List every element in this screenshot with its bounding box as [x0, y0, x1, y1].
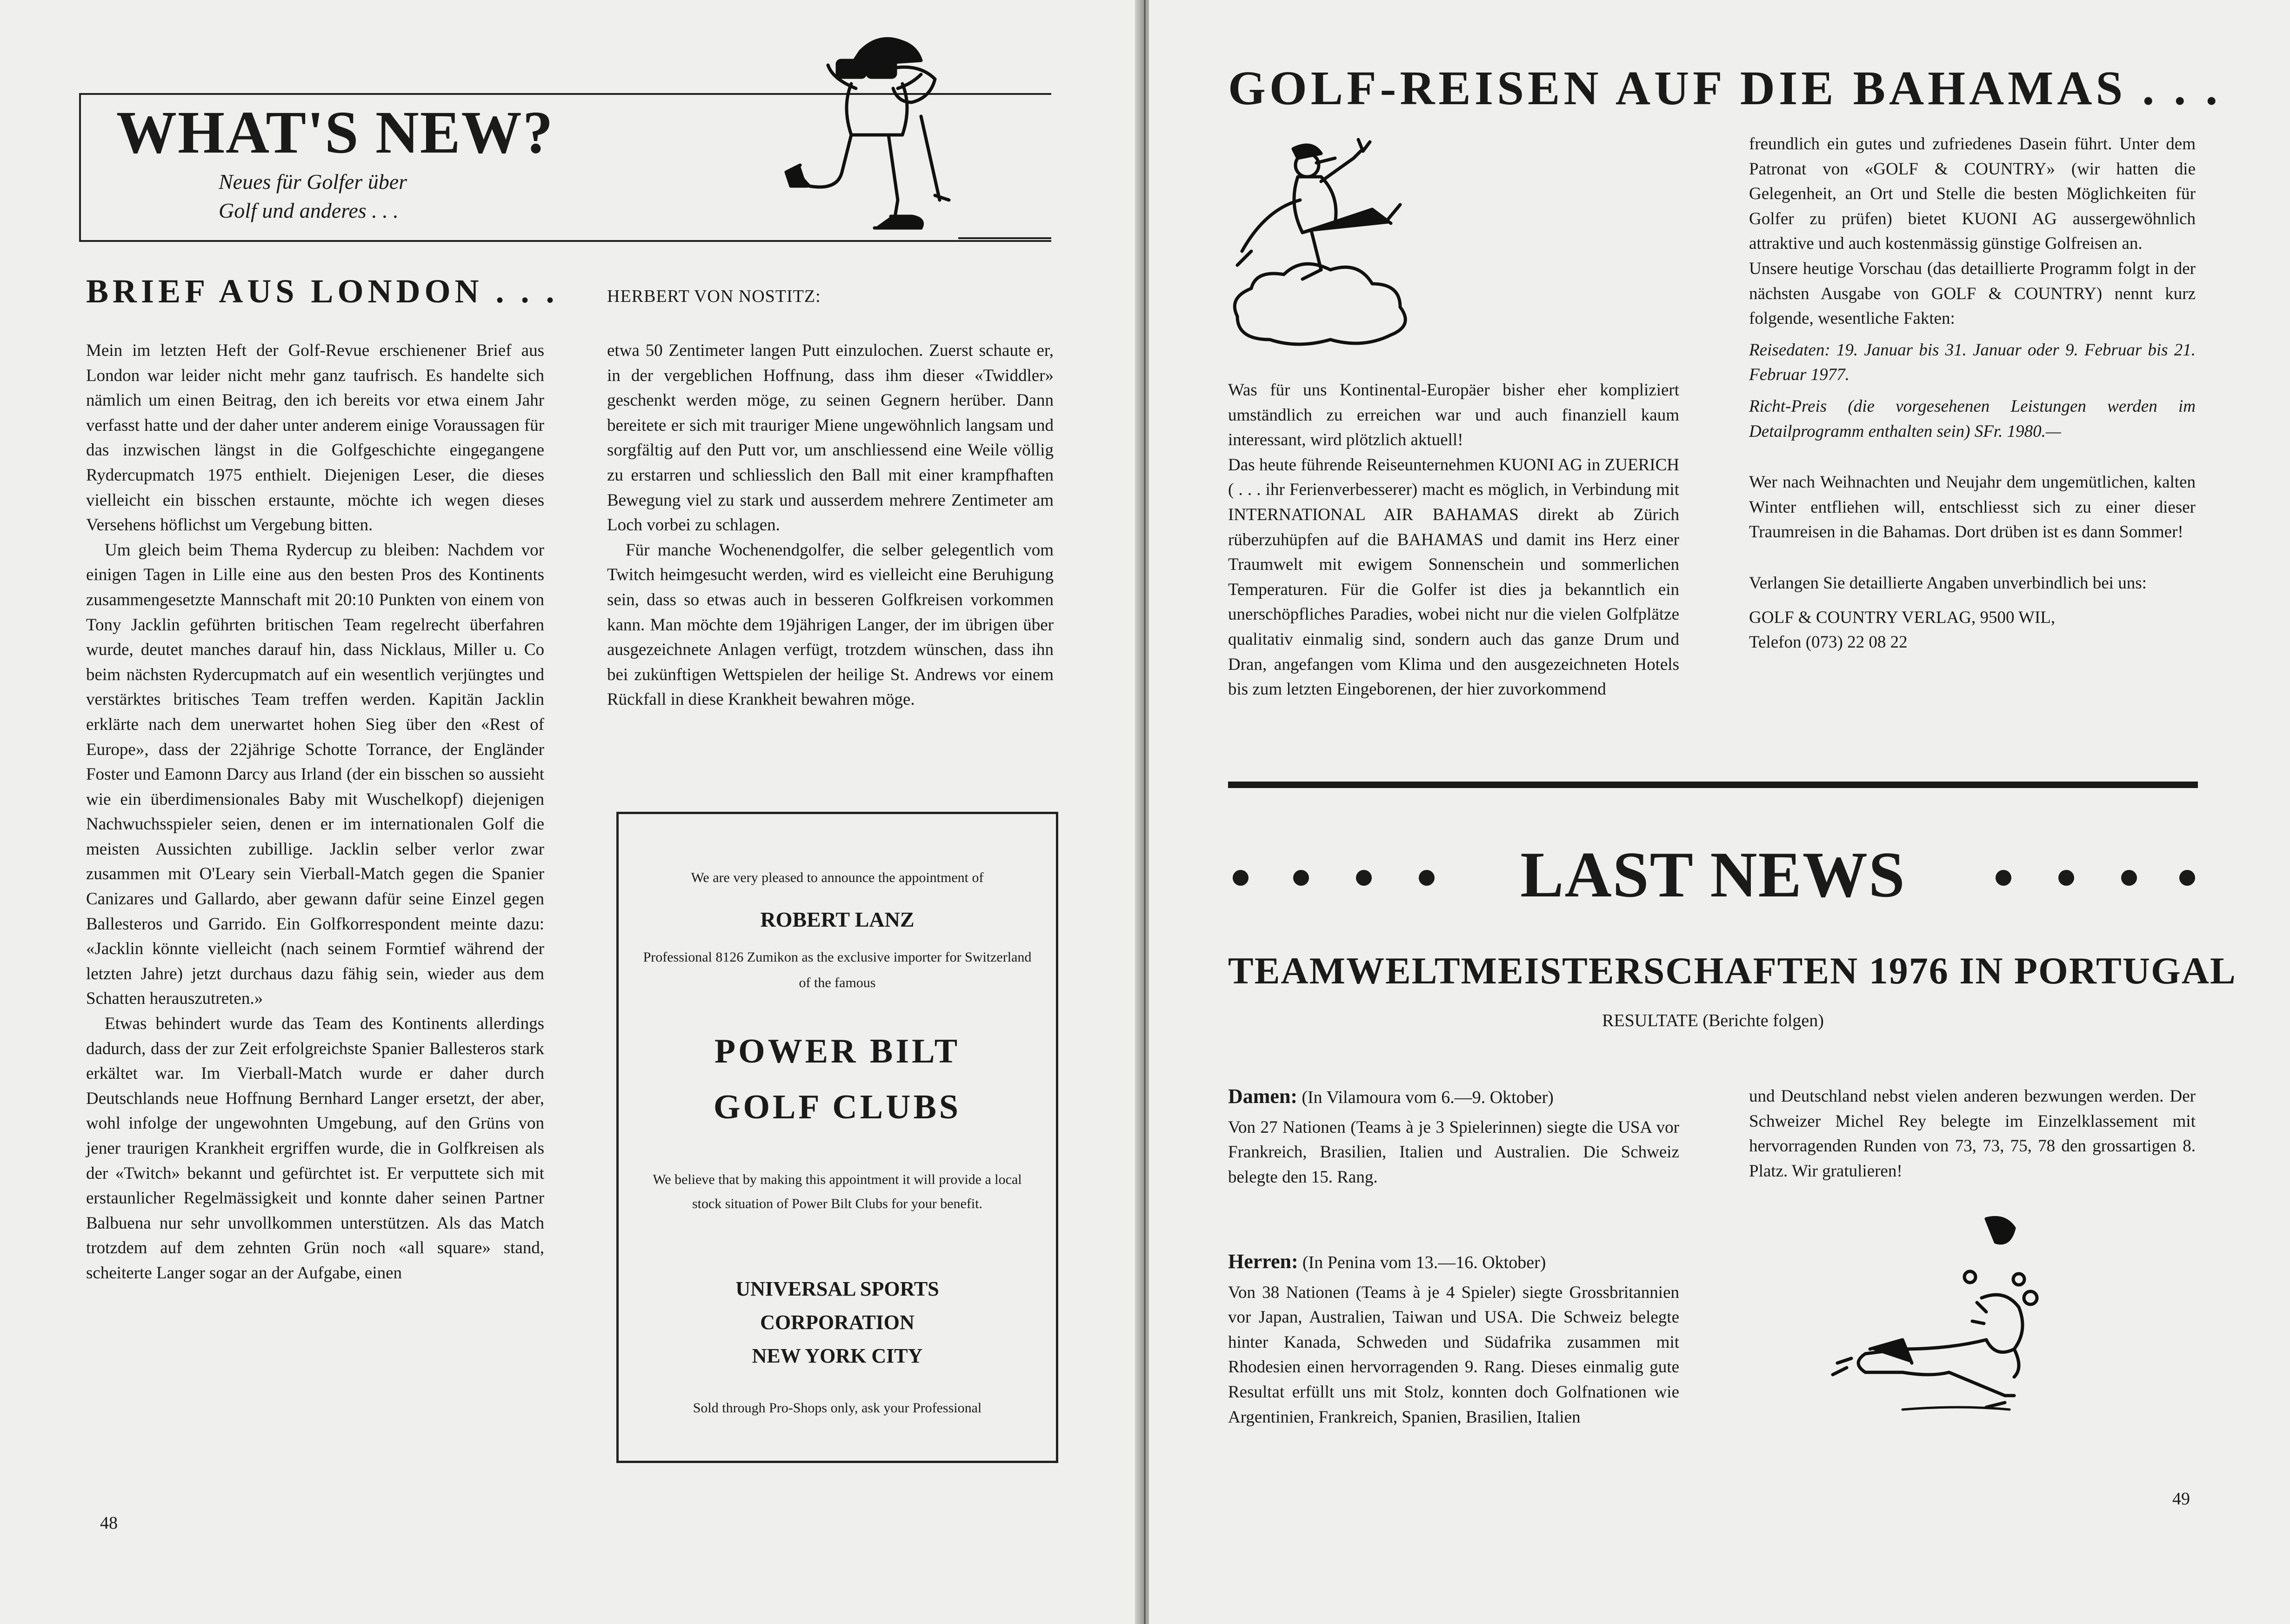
- ad-belief: We believe that by making this appointment it will provide a local stock situation of Power Bilt Clubs for your benefit.: [653, 1172, 1022, 1211]
- whats-new-title: WHAT'S NEW?: [116, 99, 554, 166]
- bullet-dot: [2179, 870, 2195, 886]
- contact-intro: Verlangen Sie detaillierte Angaben unverbindlich bei uns:: [1749, 573, 2147, 593]
- ad-footer: Sold through Pro-Shops only, ask your Professional: [693, 1400, 982, 1416]
- results-continued: [1749, 1084, 2196, 1183]
- ad-intro: We are very pleased to announce the appointment of: [691, 870, 984, 885]
- bahamas-paragraph: Unsere heutige Vorschau (das detaillierte Programm folgt in der nächsten Ausgabe von GOLF & COUNTRY) nennt kurz folgende, wesentliche Fakten:: [1749, 259, 2196, 328]
- ad-name: ROBERT LANZ: [760, 908, 915, 931]
- power-bilt-advertisement: [616, 812, 1058, 1463]
- contact-line: Telefon (073) 22 08 22: [1749, 633, 1908, 652]
- travel-price: Richt-Preis (die vorgesehenen Leistungen werden im Detailprogramm enthalten sein) SFr. 1980.—: [1749, 396, 2196, 441]
- bahamas-paragraph: Das heute führende Reiseunternehmen KUONI AG in ZUERICH ( . . . ihr Ferienverbesserer) macht es möglich, in Verbindung mit INTERNATIONAL AIR BAHAMAS direkt ab Zürich rüberzuhüpfen auf die BAHAMAS und damit ins Herz einer Traumwelt mit ewigem Sonnenschein und sommerlichen Temperaturen. Für die Golfer ist dies ja bekanntlich ein unerschöpfliches Paradies, wobei nicht nur die vielen Golfplätze qualitativ einmalig sind, sondern auch das ganze Drum und Dran, angefangen vom Klima und den ausgezeichneten Hotels bis zum letzten Eingeborenen, der hier zuvorkommend: [1228, 455, 1679, 699]
- article-paragraph: etwa 50 Zentimeter langen Putt einzulochen. Zuerst schaute er, in der vergeblichen Hoffnung, dass ihm dieser «Twiddler» geschenkt werden möge, zu seinen Gegnern herüber. Dann bereitete er sich mit trauriger Miene ungewöhnlich langsam und sorgfältig auf den Putt vor, um anschliessend eine Weile völlig zu erstarren und schliesslich den Ball mit einer krampfhaften Bewegung viel zu stark und ausserdem mehrere Zentimeter am Loch vorbei zu schlagen.: [607, 341, 1054, 535]
- damen-label: Damen:: [1228, 1085, 1298, 1108]
- ad-product-line: GOLF CLUBS: [713, 1088, 961, 1126]
- bullet-dot: [2058, 870, 2074, 886]
- bahamas-article-title: GOLF-REISEN AUF DIE BAHAMAS . . .: [1228, 61, 2222, 115]
- left-page: [0, 0, 1141, 1624]
- article-byline: HERBERT VON NOSTITZ:: [607, 287, 821, 306]
- results-continued-text: und Deutschland nebst vielen anderen bezwungen werden. Der Schweizer Michel Rey belegte im Einzelklassement mit hervorragenden Runden von 73, 73, 75, 78 den grossartigen 8. Platz. Wir gratulieren!: [1749, 1087, 2196, 1181]
- damen-text: Von 27 Nationen (Teams à je 3 Spielerinnen) siegte die USA vor Frankreich, Brasilien, Italien und Australien. Die Schweiz belegte den 15. Rang.: [1228, 1117, 1679, 1187]
- winter-paragraph: Wer nach Weihnachten und Neujahr dem ungemütlichen, kalten Winter entfliehen will, entschliesst sich zu einer dieser Traumreisen in die Bahamas. Dort drüben ist es dann Sommer!: [1749, 473, 2196, 542]
- whats-new-subtitle: Neues für Golfer über Golf und anderes . . .: [219, 170, 407, 222]
- article-paragraph: Für manche Wochenendgolfer, die selber gelegentlich vom Twitch heimgesucht werden, wird es vielleicht eine Beruhigung sein, dass so etwas auch in besseren Golfkreisen vorkommen kann. Man möchte dem 19jährigen Langer, der im übrigen über ausgezeichnete Anlagen verfügt, trotzdem wünschen, dass ihn bei zukünftigen Wettspielen der heilige St. Andrews vor einem Rückfall in diese Krankheit bewahren möge.: [607, 540, 1054, 709]
- ad-product: [619, 1023, 1056, 1135]
- article-paragraph: Um gleich beim Thema Rydercup zu bleiben: Nachdem vor einigen Tagen in Lille eine aus den besten Pros des Kontinents zusammengesetzte Mannschaft mit 20:10 Punkten von einem von Tony Jacklin geführten britischen Team regelrecht überfahren wurde, deutet manches darauf hin, dass Nicklaus, Miller u. Co beim nächsten Rydercupmatch auf ein wesentlich verjüngtes und verstärktes britisches Team treffen werden. Kapitän Jacklin erklärte nach dem unerwartet hohen Sieg über den «Rest of Europe», dass der 22jährige Schotte Torrance, der Engländer Foster und Eamonn Darcy aus Irland (der ein bisschen so aussieht wie ein überdimensionales Baby mit Wuschelkopf) diejenigen Nachwuchsspieler seien, denen er im internationalen Golf die meisten Aussichten zubillige. Jacklin selber verlor zwar zusammen mit O'Leary sein Vierball-Match gegen die Spanier Canizares und Gallardo, aber gewann dafür seine Einzel gegen Ballesteros und Garrido. Ein Golfkorrespondent meinte dazu: «Jacklin könnte vielleicht (nach seinem Formtief während der letzten Jahre) jetzt durchaus dazu fähig sein, wieder aus dem Schatten herauszutreten.»: [86, 540, 544, 1009]
- ad-company-line: NEW YORK CITY: [752, 1344, 923, 1367]
- herren-results: [1228, 1249, 1679, 1430]
- herren-meta: (In Penina vom 13.—16. Oktober): [1302, 1253, 1546, 1272]
- bahamas-right-column: [1749, 132, 2196, 655]
- right-page: [1149, 0, 2290, 1624]
- ad-description: Professional 8126 Zumikon as the exclusive importer for Switzerland of the famous: [643, 949, 1032, 990]
- golfer-on-cloud-illustration: [1223, 130, 1465, 363]
- last-news-title: LAST NEWS: [1520, 839, 1906, 911]
- bahamas-paragraph: freundlich ein gutes und zufriedenes Dasein führt. Unter dem Patronat von «GOLF & COUNTRY» (wir hatten die Gelegenheit, an Ort und Stelle die besten Möglichkeiten für Golfer zu prüfen) bietet KUONI AG aussergewöhnlich attraktive und auch kostenmässig günstige Golfreisen an.: [1749, 134, 2196, 254]
- ad-product-line: POWER BILT: [714, 1032, 961, 1070]
- results-subtitle: RESULTATE (Berichte folgen): [1602, 1011, 1824, 1030]
- bullet-dot: [2121, 870, 2137, 886]
- championship-title: TEAMWELTMEISTERSCHAFTEN 1976 IN PORTUGAL: [1228, 949, 2237, 992]
- article-column-2: [607, 338, 1054, 712]
- herren-label: Herren:: [1228, 1250, 1298, 1273]
- falling-golfer-illustration: [1809, 1210, 2144, 1442]
- ad-company-line: CORPORATION: [760, 1311, 915, 1334]
- damen-meta: (In Vilamoura vom 6.—9. Oktober): [1302, 1088, 1554, 1107]
- article-column-1: [86, 338, 544, 1286]
- page-number: 48: [100, 1513, 118, 1533]
- binoculars-man-illustration: [781, 33, 1042, 256]
- spacer: [1749, 444, 2196, 470]
- bullet-dot: [1996, 870, 2011, 886]
- section-divider: [1228, 782, 2198, 788]
- spacer: [1749, 545, 2196, 571]
- bahamas-paragraph: Was für uns Kontinental-Europäer bisher eher kompliziert umständlich zu erreichen war und auch finanziell kaum interessant, wird plötzlich aktuell!: [1228, 381, 1679, 450]
- article-paragraph: Etwas behindert wurde das Team des Kontinents allerdings dadurch, dass der zur Zeit erfolgreichste Spanier Ballesteros stark erkältet war. Im Vierball-Match wurde er daher durch Deutschlands neue Hoffnung Bernhard Langer ersetzt, der aber, wohl infolge der ungewohnten Umgebung, auf den Grüns von jener traurigen Krankheit ergriffen wurde, die in Golfkreisen als der «Twitch» bekannt und gefürchtet ist. Er verputtete sich mit erstaunlicher Regelmässigkeit und konnte daher seinen Partner Balbuena nur sehr unvollkommen unterstützen. Als das Match trotzdem auf dem zehnten Grün noch «all square» stand, scheiterte Langer sogar an der Aufgabe, einen: [86, 1014, 544, 1283]
- contact-line: GOLF & COUNTRY VERLAG, 9500 WIL,: [1749, 608, 2056, 627]
- bahamas-left-column: [1228, 378, 1679, 702]
- herren-text: Von 38 Nationen (Teams à je 4 Spieler) siegte Grossbritannien vor Japan, Australien, Taiwan und USA. Die Schweiz belegte hinter Kanada, Schweden und Südafrika zusammen mit Rhodesien einen hervorragenden 9. Rang. Dieses einmalig gute Resultat erfüllt uns mit Stolz, konnten doch Golfnationen wie Argentinien, Frankreich, Spanien, Brasilien, Italien: [1228, 1283, 1679, 1427]
- article-paragraph: Mein im letzten Heft der Golf-Revue erschienener Brief aus London war leider nicht mehr ganz taufrisch. Es handelte sich nämlich um einen Beitrag, den ich bereits vor etwa einem Jahr verfasst hatte und der daher unter anderem einige Voraussagen für das inzwischen längst in die Golfgeschichte eingegangene Rydercupmatch 1975 enthielt. Diejenigen Leser, die dieses vielleicht ein bisschen erstaunte, möchte ich wegen dieses Versehens höflichst um Vergebung bitten.: [86, 341, 544, 535]
- article-title: BRIEF AUS LONDON . . .: [86, 273, 559, 310]
- last-news-header: [1228, 839, 2198, 912]
- ad-company-line: UNIVERSAL SPORTS: [735, 1277, 939, 1300]
- page-number: 49: [2172, 1489, 2190, 1509]
- damen-results: [1228, 1084, 1679, 1190]
- travel-dates: Reisedaten: 19. Januar bis 31. Januar oder 9. Februar bis 21. Februar 1977.: [1749, 340, 2196, 385]
- ad-company: [619, 1272, 1056, 1373]
